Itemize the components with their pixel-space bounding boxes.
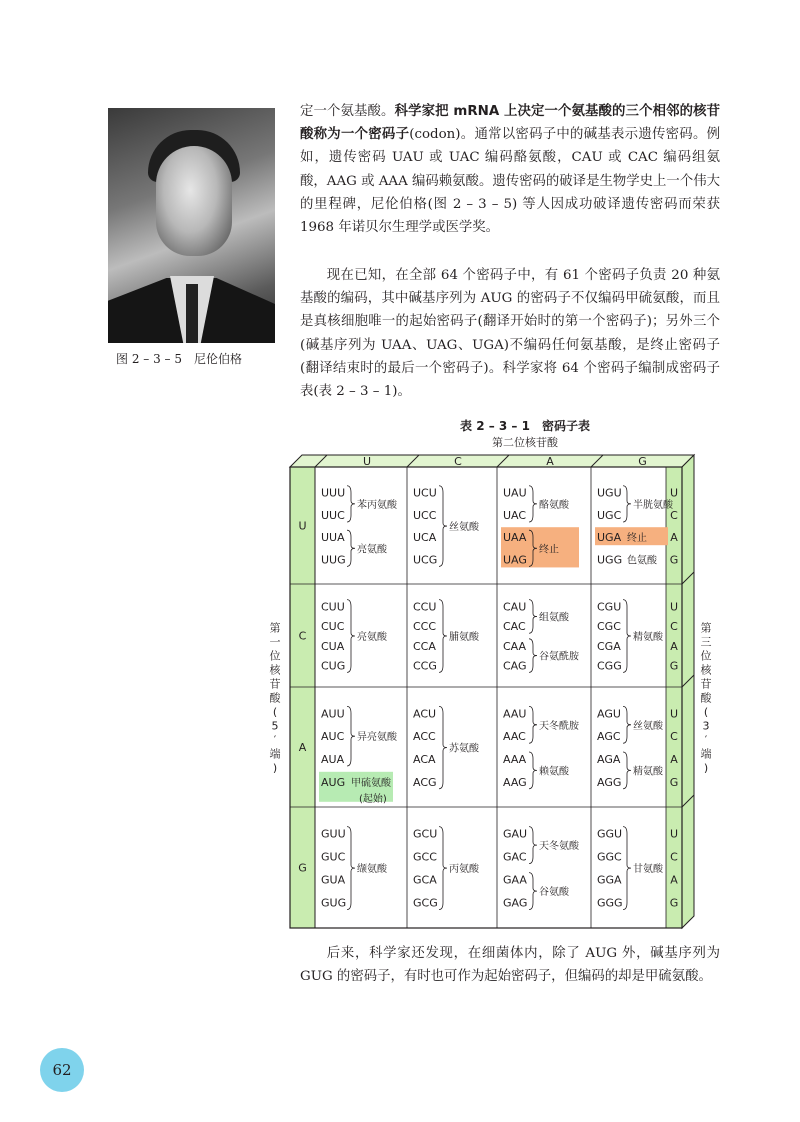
third-base-C: C xyxy=(670,730,678,744)
amino-acid: 谷氨酰胺 xyxy=(539,651,579,663)
third-position-label: 3 xyxy=(702,719,710,733)
third-base-A: A xyxy=(670,873,678,887)
third-position-label: 第 xyxy=(700,621,712,635)
brace xyxy=(529,600,537,634)
brace xyxy=(439,827,447,910)
codon: CCA xyxy=(413,639,436,653)
brace xyxy=(623,486,631,522)
codon: AGG xyxy=(597,775,622,789)
brace xyxy=(623,752,631,789)
brace xyxy=(529,873,537,910)
brace xyxy=(439,706,447,788)
amino-acid: 苏氨酸 xyxy=(449,743,479,755)
codon: GGA xyxy=(597,873,622,887)
third-base-A: A xyxy=(670,753,678,766)
first-position-label: 苷 xyxy=(269,677,281,691)
third-base-G: G xyxy=(669,775,679,789)
codon: UGG xyxy=(597,553,623,567)
third-base-U: U xyxy=(669,600,679,614)
first-position-label: 第 xyxy=(269,621,281,635)
third-base-U: U xyxy=(669,707,679,721)
codon: GUG xyxy=(321,896,347,910)
amino-acid: 天冬氨酸 xyxy=(539,841,579,853)
amino-acid: 精氨酸 xyxy=(633,632,663,644)
amino-acid: 缬氨酸 xyxy=(357,864,387,876)
codon: CGA xyxy=(597,639,621,653)
first-position-label: 核 xyxy=(269,663,281,677)
amino-acid: 甲硫氨酸 xyxy=(351,777,391,789)
amino-acid: 丙氨酸 xyxy=(449,864,479,876)
codon: AUG xyxy=(321,775,346,789)
codon: GCU xyxy=(413,827,438,841)
codon: AAC xyxy=(503,730,526,744)
codon: CAC xyxy=(503,620,526,634)
codon: CCC xyxy=(413,620,437,634)
amino-acid: 半胱氨酸 xyxy=(633,499,673,511)
table-second-position-label: 第二位核苷酸 xyxy=(492,436,558,449)
brace xyxy=(439,600,447,673)
third-position-label: 端 xyxy=(700,747,712,761)
codon: AAG xyxy=(503,775,527,789)
table-top-face xyxy=(290,455,694,467)
codon: AAA xyxy=(503,753,527,766)
codon: AUA xyxy=(321,753,345,766)
amino-acid-note: (起始) xyxy=(359,793,387,805)
codon: AUU xyxy=(321,707,345,721)
amino-acid: 精氨酸 xyxy=(633,766,663,778)
codon: CUC xyxy=(321,620,345,634)
codon: UUA xyxy=(321,531,345,545)
third-base-C: C xyxy=(670,620,678,634)
third-base-G: G xyxy=(669,896,679,910)
codon: GAA xyxy=(503,873,527,887)
first-position-label: ( xyxy=(272,705,278,719)
third-position-label: ′ xyxy=(704,733,708,747)
codon: GUC xyxy=(321,850,346,864)
codon: GCA xyxy=(413,873,437,887)
first-position-label: 端 xyxy=(269,747,281,761)
first-position-label: 5 xyxy=(271,719,279,733)
codon: UUG xyxy=(321,553,346,567)
codon: GGG xyxy=(597,896,623,910)
codon: CGC xyxy=(597,620,621,634)
first-position-label: 一 xyxy=(269,635,281,649)
brace xyxy=(347,530,355,566)
amino-acid: 甘氨酸 xyxy=(633,864,663,876)
third-base-G: G xyxy=(669,553,679,567)
codon: ACA xyxy=(413,753,436,766)
second-base-U: U xyxy=(362,455,372,468)
codon: UCU xyxy=(413,486,437,500)
second-base-C: C xyxy=(454,455,462,468)
codon: CAA xyxy=(503,639,527,653)
second-base-G: G xyxy=(638,455,647,468)
table-title: 表 2 – 3 – 1 密码子表 xyxy=(460,419,590,433)
third-position-label: 苷 xyxy=(700,677,712,691)
codon: UGC xyxy=(597,508,622,522)
brace xyxy=(623,600,631,673)
third-base-A: A xyxy=(670,531,678,545)
codon: UCA xyxy=(413,531,437,545)
first-base-G: G xyxy=(298,861,307,875)
table-right-face xyxy=(682,455,694,928)
first-base-U: U xyxy=(298,519,307,533)
codon: UAC xyxy=(503,508,527,522)
brace xyxy=(347,486,355,522)
codon: AGC xyxy=(597,730,621,744)
amino-acid: 色氨酸 xyxy=(627,555,657,567)
codon: GGC xyxy=(597,850,622,864)
third-base-C: C xyxy=(670,850,678,864)
codon: CAG xyxy=(503,659,527,673)
codon: GAC xyxy=(503,850,527,864)
codon: UGU xyxy=(597,486,622,500)
codon: UAU xyxy=(503,486,527,500)
paragraph-3: 后来，科学家还发现，在细菌体内，除了 AUG 外，碱基序列为 GUG 的密码子，有时也可作为起始密码子，但编码的却是甲硫氨酸。 xyxy=(300,946,720,985)
codon: CGU xyxy=(597,600,622,614)
third-position-label: 位 xyxy=(700,649,712,663)
third-position-label: 酸 xyxy=(700,691,712,705)
codon: CUG xyxy=(321,659,346,673)
third-base-U: U xyxy=(669,486,679,500)
codon: CAU xyxy=(503,600,527,614)
amino-acid: 亮氨酸 xyxy=(357,632,387,644)
codon: ACG xyxy=(413,775,437,789)
codon: CCU xyxy=(413,600,437,614)
brace xyxy=(347,600,355,673)
brace xyxy=(439,486,447,567)
amino-acid: 亮氨酸 xyxy=(357,544,387,556)
amino-acid: 丝氨酸 xyxy=(449,522,479,534)
third-position-label: ) xyxy=(703,761,709,775)
page-number: 62 xyxy=(40,1048,84,1092)
amino-acid: 组氨酸 xyxy=(539,612,569,624)
first-position-label: 酸 xyxy=(269,691,281,705)
photo-caption: 图 2 – 3 – 5 尼伦伯格 xyxy=(116,352,242,366)
codon: ACC xyxy=(413,730,436,744)
amino-acid: 天冬酰胺 xyxy=(539,720,579,732)
third-position-label: 三 xyxy=(700,635,712,649)
codon: CGG xyxy=(597,659,622,673)
amino-acid: 脯氨酸 xyxy=(449,632,479,644)
codon: CUU xyxy=(321,600,345,614)
codon: GAU xyxy=(503,827,528,841)
codon: AGU xyxy=(597,707,621,721)
codon: GUU xyxy=(321,827,346,841)
third-base-A: A xyxy=(670,639,678,653)
amino-acid: 异亮氨酸 xyxy=(357,732,397,744)
third-position-label: 核 xyxy=(700,663,712,677)
paragraph-1: 定一个氨基酸。科学家把 mRNA 上决定一个氨基酸的三个相邻的核苷酸称为一个密码子(codon)。通常以密码子中的碱基表示遗传密码。例如，遗传密码 UAU 或 UAC 编码酪氨酸，CAU 或 CAC 编码组氨酸，AAG 或 AAA 编码赖氨酸。遗传密码的破译是生物学史上一个伟大的里程碑，尼伦伯格(图 2 – 3 – 5) 等人因成功破译遗传密码而荣获 1968 年诺贝尔生理学或医学奖。 xyxy=(300,104,720,236)
third-position-label: ( xyxy=(703,705,709,719)
first-base-A: A xyxy=(298,741,307,754)
third-base-U: U xyxy=(669,827,679,841)
third-base-G: G xyxy=(669,659,679,673)
codon: CUA xyxy=(321,639,345,653)
codon: AUC xyxy=(321,730,345,744)
third-base-C: C xyxy=(670,508,678,522)
brace xyxy=(623,706,631,743)
first-base-C: C xyxy=(298,629,307,643)
amino-acid: 酪氨酸 xyxy=(539,499,569,511)
amino-acid: 终止 xyxy=(539,544,559,556)
codon: UCC xyxy=(413,508,437,522)
amino-acid: 终止 xyxy=(627,533,647,545)
amino-acid: 谷氨酸 xyxy=(539,887,569,899)
amino-acid: 苯丙氨酸 xyxy=(357,499,397,511)
brace xyxy=(347,706,355,766)
codon: ACU xyxy=(413,707,437,721)
codon: GUA xyxy=(321,873,346,887)
brace xyxy=(529,752,537,789)
codon: GCC xyxy=(413,850,437,864)
brace xyxy=(529,827,537,864)
first-position-label: ) xyxy=(272,761,278,775)
brace xyxy=(529,706,537,743)
brace xyxy=(623,827,631,910)
amino-acid: 丝氨酸 xyxy=(633,720,663,732)
codon: UAG xyxy=(503,553,527,567)
first-base-column xyxy=(290,467,315,928)
codon: GAG xyxy=(503,896,528,910)
codon: UUC xyxy=(321,508,345,522)
paragraph-1-bold: 科学家把 mRNA 上决定一个氨基酸的三个相邻的核苷酸称为一个密码子 xyxy=(300,104,720,143)
first-position-label: 位 xyxy=(269,649,281,663)
first-position-label: ′ xyxy=(273,733,277,747)
codon: CCG xyxy=(413,659,437,673)
paragraph-2: 现在已知，在全部 64 个密码子中，有 61 个密码子负责 20 种氨基酸的编码，其中碱基序列为 AUG 的密码子不仅编码甲硫氨酸，而且是真核细胞唯一的起始密码子(翻译开始时的第一个密码子)；另外三个(碱基序列为 UAA、UAG、UGA)不编码任何氨基酸，是终止密码子(翻译结束时的最后一个密码子)。科学家将 64 个密码子编制成密码子表(表 2 – 3 – 1)。 xyxy=(300,268,720,400)
codon: UAA xyxy=(503,531,527,545)
amino-acid: 赖氨酸 xyxy=(539,766,569,778)
codon: AGA xyxy=(597,753,621,766)
codon: UUU xyxy=(321,486,346,500)
brace xyxy=(529,486,537,522)
codon: GCG xyxy=(413,896,438,910)
second-base-A: A xyxy=(546,455,554,468)
codon: UGA xyxy=(597,531,622,545)
codon: UCG xyxy=(413,553,438,567)
codon: AAU xyxy=(503,707,527,721)
brace xyxy=(347,827,355,910)
brace xyxy=(529,639,537,673)
codon: GGU xyxy=(597,827,623,841)
